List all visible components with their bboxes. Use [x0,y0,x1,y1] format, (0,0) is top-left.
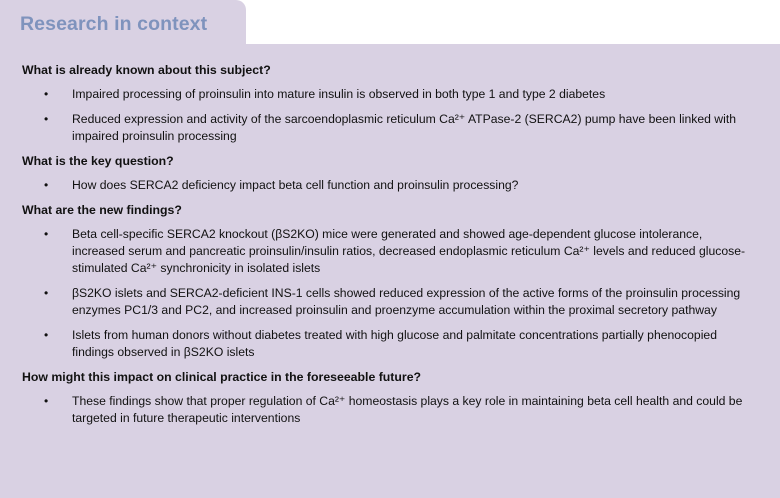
section-key-question [20,153,760,194]
list-item [20,393,760,427]
list-item-text: How does SERCA2 deficiency impact beta cell function and proinsulin processing? [72,178,519,192]
section-new-findings [20,202,760,361]
section-known [20,62,760,145]
list-item [20,111,760,145]
bullet-list [20,86,760,145]
list-item [20,285,760,319]
section-question: How might this impact on clinical practice in the foreseeable future? [22,370,422,384]
bullet-icon: • [44,286,49,300]
box-title: Research in context [20,13,208,35]
bullet-icon: • [44,87,49,101]
list-item-text: Impaired processing of proinsulin into mature insulin is observed in both type 1 and type 2 diabetes [72,87,606,101]
list-item-text: Reduced expression and activity of the sarcoendoplasmic reticulum Ca²⁺ ATPase-2 (SERCA2) pump have been linked with impaired proinsulin processing [72,112,736,143]
section-question: What is the key question? [22,154,174,168]
bullet-list [20,226,760,361]
bullet-icon: • [44,112,49,126]
list-item-text: Beta cell-specific SERCA2 knockout (βS2KO) mice were generated and showed age-dependent glucose intolerance, increased serum and pancreatic proinsulin/insulin ratios, decreased endoplasmic reticulum Ca²⁺ levels and reduced glucose-stimulated Ca²⁺ synchronicity in isolated islets [72,227,746,275]
section-question: What is already known about this subject? [22,63,271,77]
list-item [20,86,760,103]
bullet-icon: • [44,328,49,342]
header-tab [0,0,246,44]
bullet-list [20,177,760,194]
bullet-icon: • [44,394,49,408]
research-in-context-panel [0,44,780,498]
list-item-text: βS2KO islets and SERCA2-deficient INS-1 cells showed reduced expression of the active forms of the proinsulin processing enzymes PC1/3 and PC2, and increased proinsulin and proenzyme accumulation within the proximal secretory pathway [72,286,741,317]
section-question: What are the new findings? [22,203,182,217]
list-item-text: These findings show that proper regulation of Ca²⁺ homeostasis plays a key role in maintaining beta cell health and could be targeted in future therapeutic interventions [72,394,743,425]
section-clinical-impact [20,369,760,427]
list-item [20,177,760,194]
bullet-icon: • [44,227,49,241]
list-item [20,226,760,277]
list-item-text: Islets from human donors without diabetes treated with high glucose and palmitate concentrations partially phenocopied findings observed in βS2KO islets [72,328,717,359]
bullet-icon: • [44,178,49,192]
bullet-list [20,393,760,427]
list-item [20,327,760,361]
